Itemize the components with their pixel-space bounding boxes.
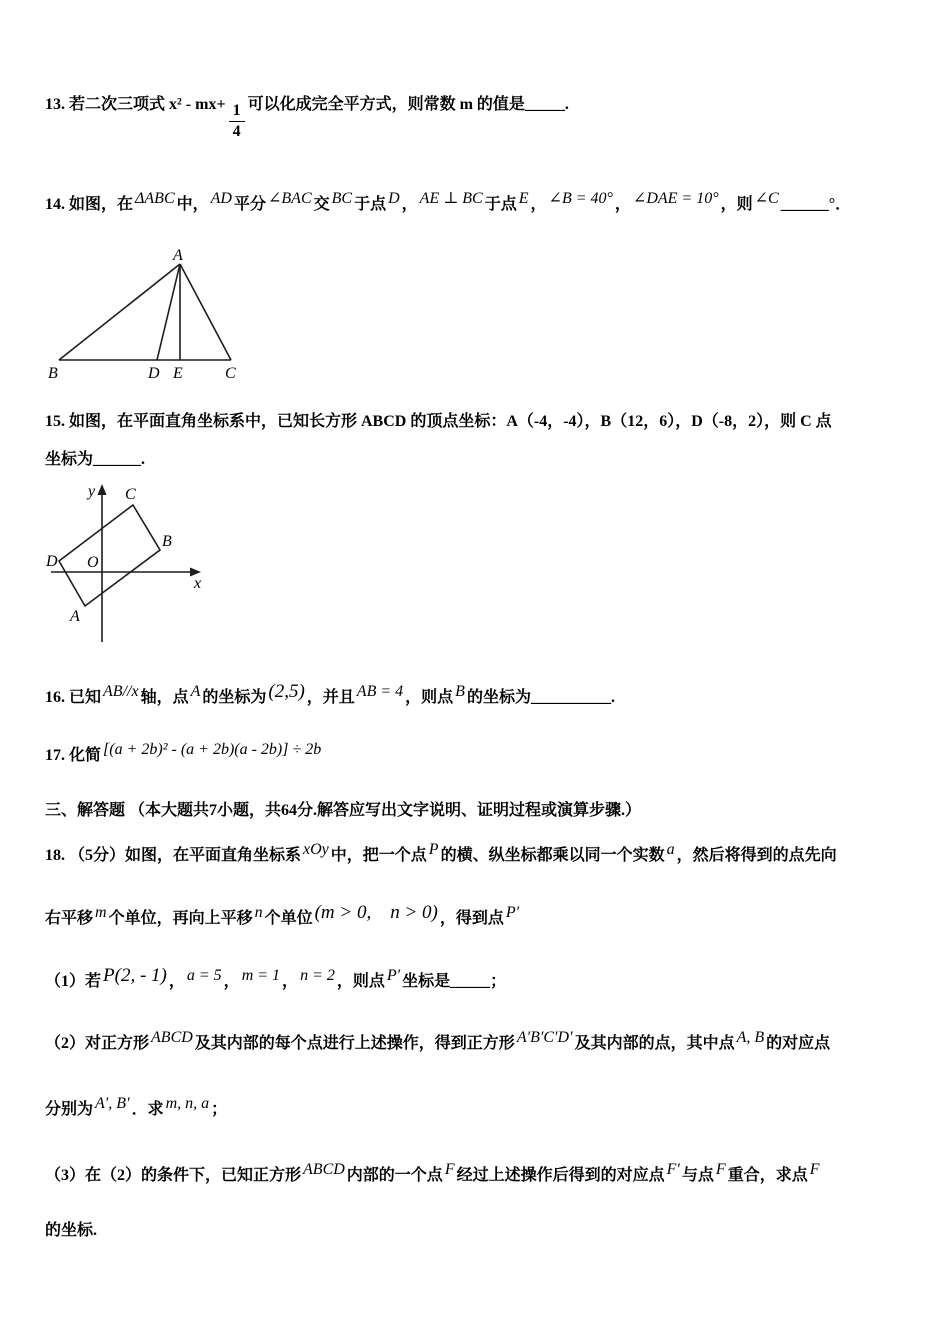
text-run: ； — [211, 1101, 228, 1119]
triangle-svg — [47, 248, 259, 390]
problem-16 — [45, 680, 905, 715]
math-run: m, n, a — [165, 1095, 210, 1113]
fraction — [229, 102, 245, 140]
text-run: ，则点 — [336, 973, 385, 991]
math-run: ∠B = 40° — [548, 190, 613, 208]
math-run: AB//x — [103, 683, 139, 701]
math-run: a — [666, 841, 675, 859]
math-run: F′ — [666, 1161, 680, 1179]
text-run: ，则 — [720, 196, 753, 214]
text-run: 个单位，再向上平移 — [108, 910, 253, 928]
math-run: n — [254, 904, 263, 922]
math-run: ∠BAC — [267, 190, 312, 208]
text-run: 可以化成完全平方式，则常数 m 的值是_____. — [247, 96, 569, 113]
text-run: 中， — [176, 196, 209, 214]
math-run: ABCD — [303, 1161, 345, 1179]
math-run: E — [518, 190, 529, 208]
text-run: ______°． — [780, 196, 852, 214]
math-run: BC — [331, 190, 353, 208]
math-run: (m > 0, n > 0) — [314, 902, 438, 924]
text-run: 平分 — [233, 196, 266, 214]
text-run: 的坐标. — [45, 1222, 98, 1240]
math-run: A — [190, 683, 201, 701]
math-run: D — [388, 190, 400, 208]
problem-13 — [45, 88, 905, 140]
text-run: ，则点 — [405, 689, 454, 707]
text-run: 轴，点 — [140, 689, 189, 707]
math-run: AB = 4 — [356, 683, 404, 701]
problem-15-line2 — [45, 448, 905, 472]
coords-svg — [45, 482, 223, 650]
problem-17 — [45, 739, 905, 773]
text-run: 重合，求点 — [727, 1167, 808, 1185]
math-run: P(2, - 1) — [103, 965, 167, 987]
text-run: 13. 若二次三项式 x² - mx+ — [45, 96, 226, 113]
text-run: 于点 — [354, 196, 387, 214]
math-run: P — [428, 841, 439, 859]
label-C: C — [125, 486, 136, 504]
text-run: 的坐标为__________. — [466, 689, 615, 707]
label-A: A — [173, 248, 183, 265]
text-run: ．求 — [131, 1101, 164, 1119]
problem-18-part1 — [45, 964, 905, 999]
text-run: 内部的一个点 — [346, 1167, 443, 1185]
text-run: ，并且 — [306, 689, 355, 707]
side-AC — [180, 264, 231, 360]
problem-18-part2-line2 — [45, 1093, 905, 1127]
label-y: y — [88, 483, 96, 501]
text-run: 14. 如图，在 — [45, 196, 134, 214]
text-run: 与点 — [681, 1167, 714, 1185]
text-run: （3）在（2）的条件下，已知正方形 — [45, 1167, 302, 1185]
y-axis-arrow — [98, 484, 107, 495]
label-B: B — [162, 533, 172, 551]
math-run: xOy — [303, 841, 329, 859]
text-run: 分别为 — [45, 1101, 94, 1119]
math-run: ΔABC — [135, 190, 175, 208]
text-run: ， — [530, 196, 547, 214]
text-run: 及其内部的每个点进行上述操作，得到正方形 — [194, 1035, 515, 1053]
label-A: A — [70, 608, 80, 626]
text-run: ，得到点 — [439, 910, 504, 928]
problem-14 — [45, 188, 905, 222]
math-run: F — [444, 1161, 455, 1179]
math-run: AE ⊥ BC — [419, 190, 483, 208]
text-run: ， — [401, 196, 418, 214]
text-run: （2）对正方形 — [45, 1035, 150, 1053]
math-run: [(a + 2b)² - (a + 2b)(a - 2b)] ÷ 2b — [103, 741, 322, 759]
rectangle-ABCD — [59, 505, 160, 606]
text-run: 的对应点 — [766, 1035, 831, 1053]
text-run: 15. 如图，在平面直角坐标系中，已知长方形 ABCD 的顶点坐标：A（-4，-4），B（12，6），D（-8，2），则 C 点 — [45, 413, 832, 431]
text-run: ， — [223, 973, 240, 991]
problem-18-intro-line1 — [45, 839, 905, 873]
text-run: （1）若 — [45, 973, 102, 991]
text-run: 及其内部的点，其中点 — [574, 1035, 735, 1053]
math-run: a = 5 — [186, 967, 222, 985]
text-run: 右平移 — [45, 910, 94, 928]
text-run: 经过上述操作后得到的对应点 — [456, 1167, 665, 1185]
problem-18-part2-line1 — [45, 1027, 905, 1061]
fraction-denominator: 4 — [232, 122, 241, 140]
math-run: ABCD — [151, 1029, 193, 1047]
text-run: 的坐标为 — [202, 689, 267, 707]
text-run: 于点 — [484, 196, 517, 214]
math-run: B — [455, 683, 465, 701]
math-run: m — [95, 904, 107, 922]
label-O: O — [87, 554, 99, 572]
text-run: ， — [168, 973, 185, 991]
label-D: D — [148, 365, 160, 383]
math-run: ∠DAE = 10° — [632, 190, 719, 208]
label-B: B — [48, 365, 58, 383]
math-run: AD — [210, 190, 232, 208]
math-run: n = 2 — [300, 967, 335, 985]
side-AB — [59, 264, 180, 360]
segment-AD — [157, 264, 180, 360]
text-run: 坐标为______. — [45, 451, 146, 469]
problem-18-part3-line1 — [45, 1159, 905, 1193]
problem-18-part3-line2 — [45, 1219, 905, 1243]
math-run: m = 1 — [241, 967, 281, 985]
math-run: ∠C — [754, 190, 779, 208]
triangle-figure — [47, 248, 905, 390]
text-run: 交 — [313, 196, 330, 214]
text-run: ， — [282, 973, 299, 991]
math-run: A, B — [736, 1029, 765, 1047]
text-run: 的横、纵坐标都乘以同一个实数 — [440, 847, 665, 865]
text-run: ，然后将得到的点先向 — [676, 847, 837, 865]
text-run: 16. 已知 — [45, 689, 102, 707]
section-3-header — [45, 799, 905, 823]
text-run: 17. 化简 — [45, 747, 102, 765]
label-D: D — [46, 553, 58, 571]
problem-15-line1 — [45, 410, 905, 434]
math-run: F — [715, 1161, 726, 1179]
text-run: ， — [614, 196, 631, 214]
text-run: 个单位 — [264, 910, 313, 928]
math-run: F — [809, 1161, 820, 1179]
text-run: 三、解答题 （本大题共7小题，共64分.解答应写出文字说明、证明过程或演算步骤.） — [45, 802, 642, 820]
problem-18-intro-line2 — [45, 901, 905, 936]
label-E: E — [173, 365, 183, 383]
text-run: 坐标是_____； — [402, 973, 507, 991]
label-x: x — [194, 575, 202, 593]
fraction-numerator: 1 — [229, 102, 245, 122]
math-run: A′, B′ — [95, 1095, 130, 1113]
math-run: P′ — [505, 904, 520, 922]
coordinate-figure — [45, 482, 905, 650]
text-run: 18. （5分）如图，在平面直角坐标系 — [45, 847, 302, 865]
math-run: A′B′C′D′ — [516, 1029, 573, 1047]
text-run: 中，把一个点 — [330, 847, 427, 865]
label-C: C — [225, 365, 236, 383]
math-run: P′ — [386, 967, 401, 985]
math-run: (2,5) — [268, 681, 305, 703]
